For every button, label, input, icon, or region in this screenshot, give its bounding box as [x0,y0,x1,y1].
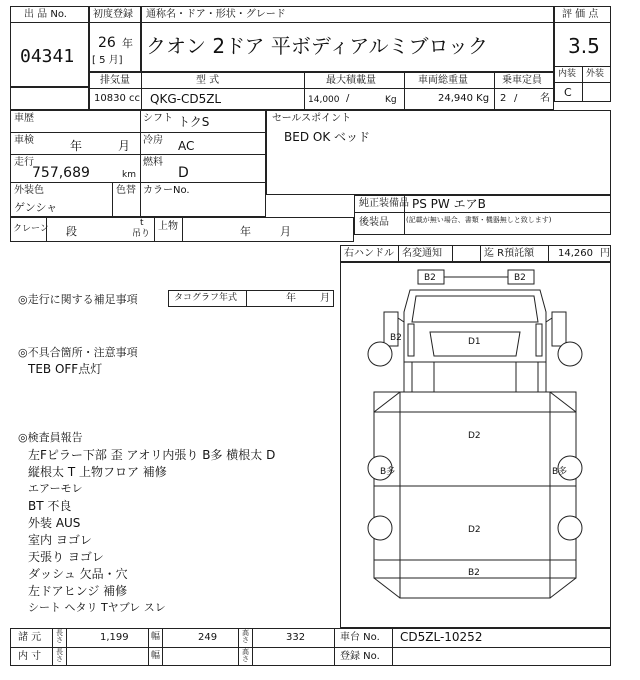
damage-b-many-left: B多 [380,467,396,477]
inspector-label: ◎検査員報告 [18,431,83,444]
shift-label: シフト [143,113,173,124]
inspector-line: シート ヘタリ Tヤブレ スレ [28,601,166,614]
width-label: 幅 [151,632,161,642]
inspection-month: 月 [118,139,131,153]
first-reg-label: 初度登録 [93,9,133,20]
inspector-line: 外装 AUS [28,516,81,530]
shift-value: トクS [178,115,210,129]
mileage-label: 走行 [14,157,34,168]
damage-b-many-right: B多 [552,467,568,477]
height-label: 高さ [242,629,249,644]
defects-label: ◎不具合箇所・注意事項 [18,346,138,359]
equipment-value: PS PW エアB [412,197,486,211]
car-name: クオン 2ドア 平ボディアルミブロック [146,34,489,58]
inspector-line: 室内 ヨゴレ [28,533,92,547]
color-no-label: 色替 [116,185,136,196]
crane-lift: 吊り [132,229,151,239]
handle-label: 右ハンドル [344,248,394,259]
exterior-color-label: 外装色 [14,185,44,196]
crane-t: t [140,218,144,228]
ac-label: 冷房 [143,135,163,146]
crane-stage: 段 [66,225,77,238]
crane-month: 月 [280,225,291,238]
equipment-label: 純正装備品 [359,198,409,209]
damage-d1: D1 [468,337,481,347]
fuel-label: 燃料 [143,157,163,168]
dimensions-label: 諸 元 [18,632,42,643]
exterior-label: 外装 [586,69,605,79]
inner-dimensions-label: 内 寸 [18,651,42,662]
displacement-value: 10830 cc [94,93,140,104]
weight-value: 24,940 Kg [438,93,490,104]
length-label: 長さ [56,629,63,644]
fuel-value: D [178,165,189,181]
inspector-line: 縦根太 T 上物フロア 補修 [28,465,167,479]
damage-b2-top-left: B2 [424,273,436,283]
registration-label: 登録 No. [340,651,380,662]
model-label: 型 式 [196,75,220,86]
reg-year: 26 [98,35,116,51]
chassis-value: CD5ZL-10252 [400,630,483,644]
color-code-label: カラーNo. [143,185,190,196]
inspector-line: 左Fピラー下部 歪 アオリ内張り B多 横根太 D [28,448,276,462]
ac-value: AC [178,139,195,153]
capacity-label: 最大積載量 [326,75,376,86]
reg-month: [ 5 月] [92,55,123,66]
driving-notes-label: ◎走行に関する補足事項 [18,293,138,306]
aftermarket-label: 後装品 [359,217,389,228]
seats-unit: 名 [540,93,550,104]
damage-d2-low: D2 [468,525,481,535]
weight-label: 車両総重量 [418,75,468,86]
exterior-color-value: ゲンシャ [14,201,58,214]
rating-label: 評 価 点 [562,9,599,20]
capacity-slash: / [346,93,350,104]
inspector-lines [28,446,338,616]
capacity-value: 14,000 [308,95,340,105]
lot-label: 出 品 No. [24,9,67,20]
inspector-line: ダッシュ 欠品・穴 [28,567,128,581]
car-name-label: 通称名・ドア・形状・グレード [146,9,286,20]
inspection-year: 年 [70,139,83,153]
sales-point-text: BED OK ベッド [284,130,370,144]
inspector-line: 左ドアヒンジ 補修 [28,584,128,598]
capacity-unit: Kg [385,95,397,105]
damage-b2-bottom: B2 [468,568,480,578]
crane-label: クレーン [13,224,49,234]
deposit-value: 14,260 [558,248,593,259]
seats-label: 乗車定員 [502,75,542,86]
inner-height-label: 高さ [242,648,249,663]
inner-length-label: 長さ [56,648,63,663]
height-value: 332 [286,632,306,643]
deposit-label: 迄 R預託額 [484,248,535,259]
aftermarket-note: (記載が無い場合、書類・機器無しと致します) [406,216,552,224]
inner-width-label: 幅 [151,651,161,661]
seats-slash: / [514,93,518,104]
displacement-label: 排気量 [100,75,130,86]
chassis-label: 車台 No. [340,632,380,643]
defects-text: TEB OFF点灯 [28,362,103,376]
name-change-label: 名変通知 [402,248,442,259]
rating-score: 3.5 [568,34,600,58]
crane-top-label: 上物 [158,221,178,232]
interior-label: 内装 [558,69,577,79]
damage-b2-cab: B2 [390,333,402,343]
mileage-value: 757,689 [32,165,90,181]
lot-number: 04341 [20,46,75,67]
tacho-label: タコグラフ年式 [174,293,238,303]
model-value: QKG-CD5ZL [150,92,222,106]
sales-point-label: セールスポイント [272,113,352,124]
damage-b2-top-right: B2 [514,273,526,283]
seats-value: 2 [500,93,507,104]
reg-year-unit: 年 [122,37,133,50]
tacho-year: 年 [286,293,296,304]
inspector-line: エアーモレ [28,482,83,495]
deposit-unit: 円 [600,248,610,259]
length-value: 1,199 [100,632,129,643]
damage-d2-mid: D2 [468,431,481,441]
truck-diagram [340,262,611,628]
tacho-month: 月 [320,293,330,304]
inspection-label: 車検 [14,135,34,146]
inspector-line: 天張り ヨゴレ [28,550,104,564]
crane-year: 年 [240,225,251,238]
width-value: 249 [198,632,218,643]
interior-grade: C [564,86,572,99]
history-label: 車歴 [14,113,34,124]
inspector-line: BT 不良 [28,499,72,513]
mileage-unit: km [122,170,136,180]
